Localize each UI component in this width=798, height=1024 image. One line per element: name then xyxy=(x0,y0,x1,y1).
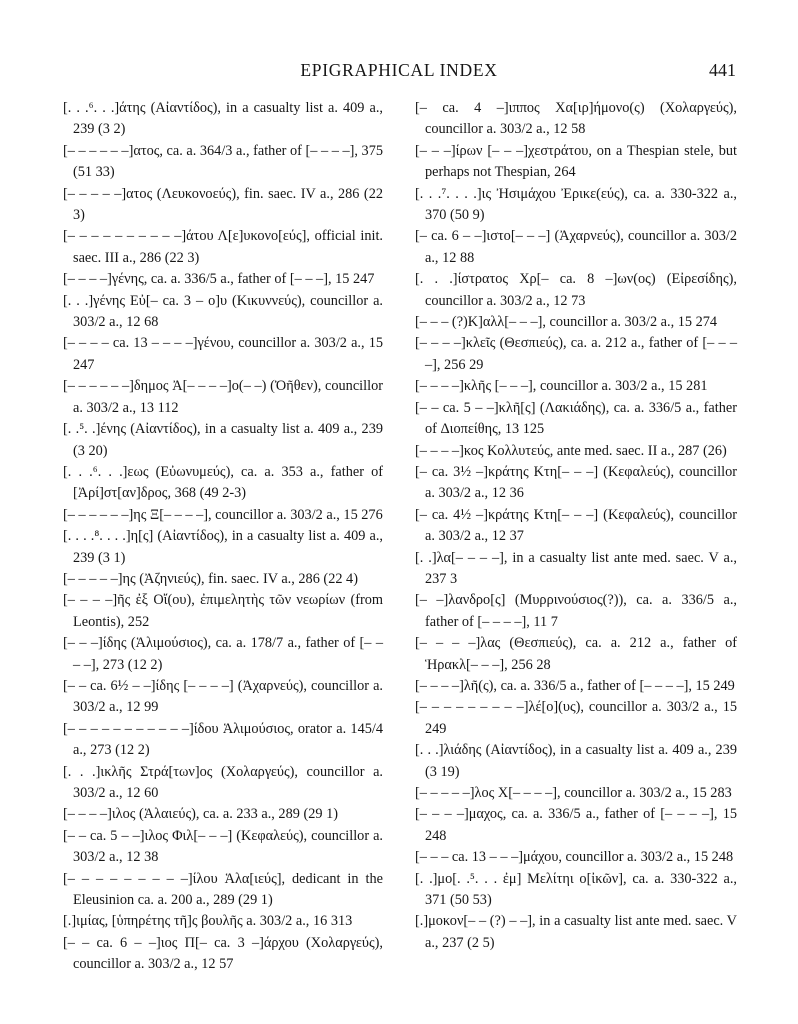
index-entry: [.]ιμίας, [ὑπηρέτης τῆ]ς βουλῆς a. 303/2 a., 16 313 xyxy=(63,913,353,930)
index-entry: [. . .⁷. . . .]ις Ἠσιμάχου Ἐρικε(εύς), ca. a. 330-322 a., 370 (50 9) xyxy=(415,185,737,224)
index-entry: [– – – – – –]ης Ξ[– – – –], councillor a. 303/2 a., 15 276 xyxy=(63,506,383,523)
index-entry: [– – – – – – – – – – –]ίδου Ἁλιμούσιος, orator a. 145/4 a., 273 (12 2) xyxy=(63,720,383,759)
index-entry: [. . .⁶. . .]άτης (Αἰαντίδος), in a casualty list a. 409 a., 239 (3 2) xyxy=(63,100,383,138)
index-entry: [– – – – –]ης (Ἀζηνιεύς), fin. saec. IV a., 286 (22 4) xyxy=(63,570,358,587)
index-entry: [– –]λανδρο[ς] (Μυρρινούσιος(?)), ca. a. 336/5 a., father of [– – – –], 11 7 xyxy=(415,592,737,630)
index-entry: [– – – – –]λος Χ[– – – –], councillor a. 303/2 a., 15 283 xyxy=(415,785,732,801)
index-entry: [– – – – – – – – – –]άτου Λ[ε]υκονο[εύς], official init. saec. III a., 286 (22 3) xyxy=(63,228,383,266)
index-entry: [– – – – ca. 13 – – – –]γένου, councillor a. 303/2 a., 15 247 xyxy=(63,335,383,373)
index-entry: [– – –]ίρων [– – –]χεστράτου, on a Thespian stele, but perhaps not Thespian, 264 xyxy=(415,142,737,181)
index-entry: [. .]μο[. .⁵. . . ἐμ] Μελίτηι ο[ἰκῶν], ca. a. 330-322 a., 371 (50 53) xyxy=(415,870,737,909)
running-title: EPIGRAPHICAL INDEX xyxy=(300,60,498,80)
index-entry: [– – – – – –]ατος, ca. a. 364/3 a., father of [– – – –], 375 (51 33) xyxy=(63,142,383,181)
index-entry: [. .]λα[– – – –], in a casualty list ante med. saec. V a., 237 3 xyxy=(415,549,737,587)
index-entry: [– – ca. 5 – –]ιλος Φιλ[– – –] (Κεφαλεύς), councillor a. 303/2 a., 12 38 xyxy=(63,827,383,866)
index-entry: [– – – ca. 13 – – –]μάχου, councillor a. 303/2 a., 15 248 xyxy=(415,849,734,866)
index-entry: [– – – –]κλεῖς (Θεσπιεύς), ca. a. 212 a., father of [– – – –], 256 29 xyxy=(415,335,737,373)
index-entry: [. . .⁶. . .]εως (Εὐωνυμεύς), ca. a. 353 a., father of [Ἀρί]στ[αν]δρος, 368 (49 2-3) xyxy=(63,463,383,502)
page-number: 441 xyxy=(709,60,736,80)
index-entry: [– ca. 3½ –]κράτης Κτη[– – –] (Κεφαλεύς), councillor a. 303/2 a., 12 36 xyxy=(415,463,737,502)
index-entry: [– – ca. 6 – –]ιος Π[– ca. 3 –]άρχου (Χολαργεύς), councillor a. 303/2 a., 12 57 xyxy=(63,934,383,973)
index-entry: [– – – –]γένης, ca. a. 336/5 a., father of [– – –], 15 247 xyxy=(63,271,375,288)
index-entry: [– – – –]λας (Θεσπιεύς), ca. a. 212 a., father of Ἡρακλ[– – –], 256 28 xyxy=(415,635,737,673)
index-entry: [– – ca. 6½ – –]ίδης [– – – –] (Ἀχαρνεύς), councillor a. 303/2 a., 12 99 xyxy=(63,677,383,716)
left-column xyxy=(63,98,383,976)
index-entry: [. .⁵. .]ένης (Αἰαντίδος), in a casualty list a. 409 a., 239 (3 20) xyxy=(63,421,383,459)
index-entry: [– – – –]λῆ(ς), ca. a. 336/5 a., father of [– – – –], 15 249 xyxy=(415,677,735,694)
index-entry: [. . .]ίστρατος Χρ[– ca. 8 –]ων(ος) (Εἰρεσίδης), councillor a. 303/2 a., 12 73 xyxy=(415,271,737,309)
index-entry: [– ca. 4½ –]κράτης Κτη[– – –] (Κεφαλεύς), councillor a. 303/2 a., 12 37 xyxy=(415,506,737,545)
index-entry: [– – –]ίδης (Ἁλιμούσιος), ca. a. 178/7 a., father of [– – – –], 273 (12 2) xyxy=(63,635,383,673)
index-entry: [. . . .⁸. . . .]η[ς] (Αἰαντίδος), in a casualty list a. 409 a., 239 (3 1) xyxy=(63,528,383,566)
index-entry: [– – ca. 5 – –]κλῆ[ς] (Λακιάδης), ca. a. 336/5 a., father of Διοπείθης, 13 125 xyxy=(415,399,737,438)
index-entry: [– – – –]κος Κολλυτεύς, ante med. saec. II a., 287 (26) xyxy=(415,442,727,459)
index-entry: [– – – –]κλῆς [– – –], councillor a. 303/2 a., 15 281 xyxy=(415,378,708,395)
index-entry: [– – – – – –]δημος Ἀ[– – – –]ο(– –) (Ὀῆθεν), councillor a. 303/2 a., 13 112 xyxy=(63,378,383,416)
index-entry: [– – – – – – – – –]λέ[ο](υς), councillor a. 303/2 a., 15 249 xyxy=(415,699,737,737)
index-entry: [– – – – – – – – –]ίλου Ἁλα[ιεύς], dedicant in the Eleusinion ca. a. 200 a., 289 (29 1) xyxy=(63,870,383,909)
index-entry: [.]μοκον[– – (?) – –], in a casualty list ante med. saec. V a., 237 (2 5) xyxy=(415,913,737,951)
index-entry: [– – – –]μαχος, ca. a. 336/5 a., father of [– – – –], 15 248 xyxy=(415,806,737,844)
index-entry: [. . .]γένης Εὐ[– ca. 3 – ο]υ (Κικυννεύς), councillor a. 303/2 a., 12 68 xyxy=(63,292,383,331)
index-entry: [– ca. 6 – –]ιστο[– – –] (Ἀχαρνεύς), councillor a. 303/2 a., 12 88 xyxy=(415,228,737,266)
index-entry: [. . .]λιάδης (Αἰαντίδος), in a casualty list a. 409 a., 239 (3 19) xyxy=(415,742,737,780)
index-entry: [– ca. 4 –]ιππος Χα[ιρ]ήμονο(ς) (Χολαργεύς), councillor a. 303/2 a., 12 58 xyxy=(415,100,737,138)
index-entry: [. . .]ικλῆς Στρά[των]ος (Χολαργεύς), councillor a. 303/2 a., 12 60 xyxy=(63,763,383,801)
right-column xyxy=(415,98,737,954)
index-entry: [– – – – –]ατος (Λευκονοεύς), fin. saec. IV a., 286 (22 3) xyxy=(63,185,383,224)
index-entry: [– – – (?)Κ]αλλ[– – –], councillor a. 303/2 a., 15 274 xyxy=(415,314,718,331)
index-entry: [– – – –]ιλος (Ἁλαιεύς), ca. a. 233 a., 289 (29 1) xyxy=(63,806,338,823)
index-entry: [– – – –]ῆς ἐξ Οἴ(ου), ἐπιμελητὴς τῶν νεωρίων (from Leontis), 252 xyxy=(63,592,383,630)
